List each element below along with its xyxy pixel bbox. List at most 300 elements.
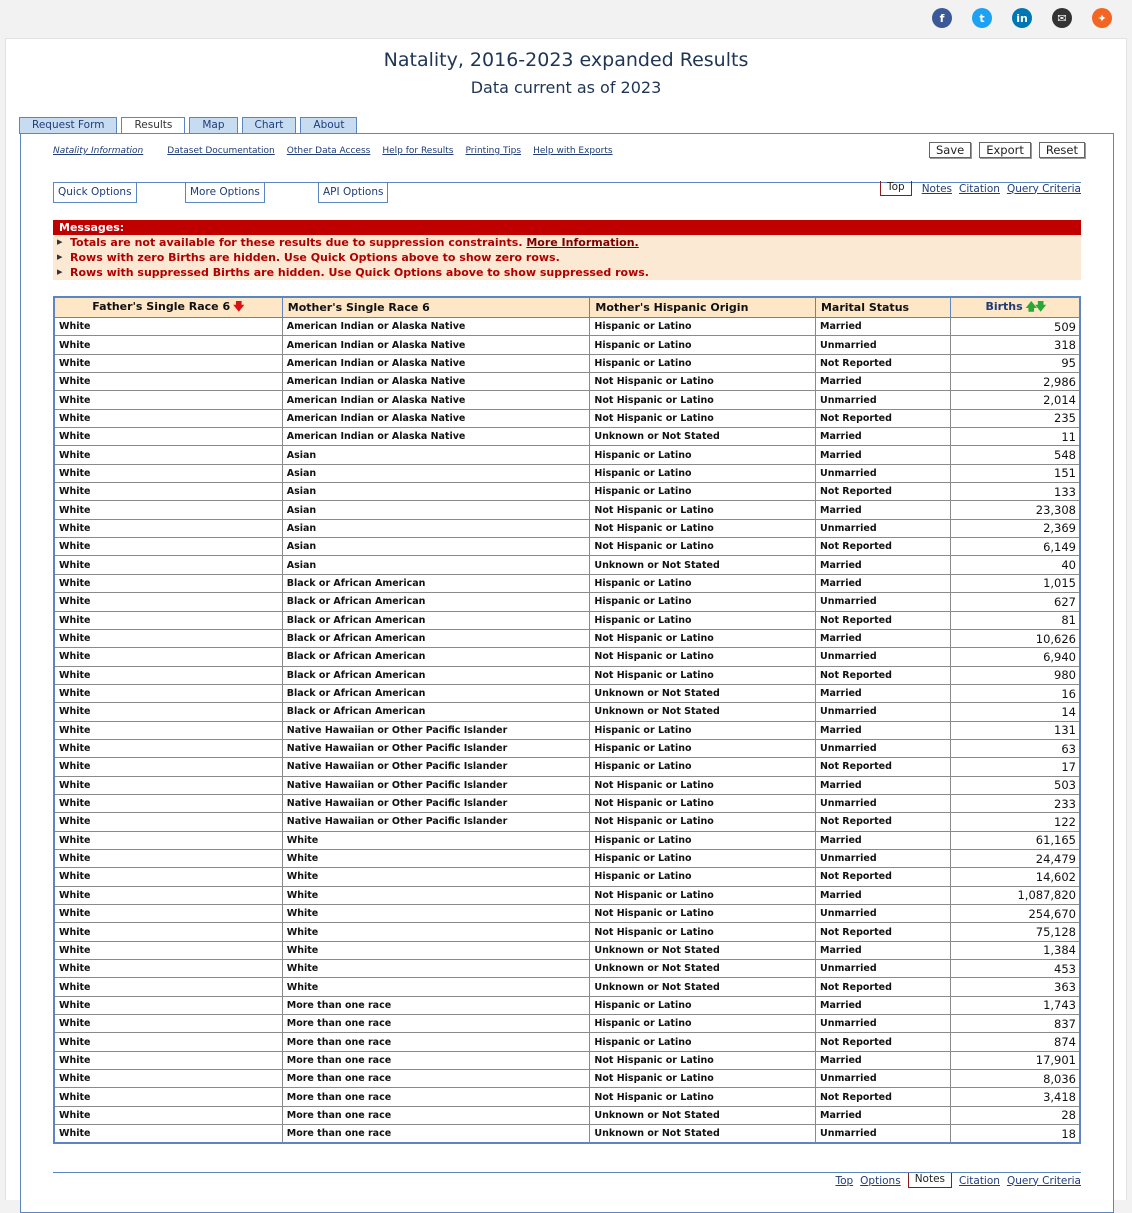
- mother-race-cell: More than one race: [282, 1015, 590, 1033]
- message-text: Totals are not available for these results due to suppression constraints.: [70, 236, 523, 249]
- mother-race-cell: Native Hawaiian or Other Pacific Islander: [282, 776, 590, 794]
- hispanic-origin-cell: Not Hispanic or Latino: [590, 538, 816, 556]
- births-cell: 627: [950, 593, 1080, 611]
- father-race-cell: White: [54, 849, 282, 867]
- table-row: [54, 574, 1080, 592]
- table-row: [54, 611, 1080, 629]
- father-race-cell: White: [54, 758, 282, 776]
- table-row: [54, 629, 1080, 647]
- hispanic-origin-cell: Not Hispanic or Latino: [590, 794, 816, 812]
- births-cell: 151: [950, 464, 1080, 482]
- table-row: [54, 519, 1080, 537]
- table-row: [54, 1106, 1080, 1124]
- marital-status-cell: Unmarried: [815, 593, 950, 611]
- births-cell: 16: [950, 684, 1080, 702]
- births-cell: 1,015: [950, 574, 1080, 592]
- table-row: [54, 794, 1080, 812]
- father-race-cell: White: [54, 574, 282, 592]
- tab-chart[interactable]: Chart: [242, 117, 297, 134]
- natality-information-link[interactable]: Natality Information: [53, 146, 144, 156]
- marital-status-cell: Married: [815, 684, 950, 702]
- help-with-exports-link[interactable]: Help with Exports: [533, 146, 613, 156]
- results-panel: [20, 133, 1114, 1213]
- father-race-cell: White: [54, 446, 282, 464]
- father-race-cell: White: [54, 941, 282, 959]
- mother-race-cell: Black or African American: [282, 703, 590, 721]
- bottom-query-criteria-link[interactable]: Query Criteria: [1006, 1174, 1081, 1187]
- hispanic-origin-cell: Hispanic or Latino: [590, 721, 816, 739]
- births-cell: 2,986: [950, 373, 1080, 391]
- mother-race-cell: American Indian or Alaska Native: [282, 318, 590, 336]
- hispanic-origin-cell: Hispanic or Latino: [590, 483, 816, 501]
- results-page: [5, 38, 1127, 1200]
- births-cell: 548: [950, 446, 1080, 464]
- births-cell: 11: [950, 428, 1080, 446]
- export-button[interactable]: Export: [979, 142, 1031, 158]
- table-row: [54, 1033, 1080, 1051]
- father-race-cell: White: [54, 831, 282, 849]
- mother-race-cell: Asian: [282, 538, 590, 556]
- bottom-options-link[interactable]: Options: [860, 1174, 901, 1187]
- births-cell: 40: [950, 556, 1080, 574]
- father-race-cell: White: [54, 519, 282, 537]
- marital-status-cell: Married: [815, 428, 950, 446]
- table-row: [54, 758, 1080, 776]
- table-row: [54, 960, 1080, 978]
- table-row: [54, 1015, 1080, 1033]
- mother-race-cell: Asian: [282, 446, 590, 464]
- mother-race-cell: White: [282, 960, 590, 978]
- table-row: [54, 849, 1080, 867]
- table-row: [54, 666, 1080, 684]
- table-row: [54, 684, 1080, 702]
- page-subtitle: Data current as of 2023: [470, 78, 662, 97]
- mother-race-cell: Native Hawaiian or Other Pacific Islander: [282, 758, 590, 776]
- marital-status-cell: Not Reported: [815, 538, 950, 556]
- help-links: [53, 146, 613, 156]
- father-race-cell: White: [54, 538, 282, 556]
- hispanic-origin-cell: Not Hispanic or Latino: [590, 501, 816, 519]
- mother-race-cell: White: [282, 886, 590, 904]
- births-cell: 363: [950, 978, 1080, 996]
- births-cell: 233: [950, 794, 1080, 812]
- births-cell: 18: [950, 1125, 1080, 1143]
- births-cell: 17,901: [950, 1051, 1080, 1069]
- table-row: [54, 721, 1080, 739]
- births-cell: 81: [950, 611, 1080, 629]
- father-race-cell: White: [54, 703, 282, 721]
- father-race-cell: White: [54, 648, 282, 666]
- tab-results[interactable]: Results: [121, 117, 185, 135]
- tab-about[interactable]: About: [300, 117, 357, 134]
- api-options-button[interactable]: API Options: [318, 183, 388, 203]
- hispanic-origin-cell: Unknown or Not Stated: [590, 1106, 816, 1124]
- table-row: [54, 336, 1080, 354]
- father-race-cell: White: [54, 593, 282, 611]
- table-row: [54, 354, 1080, 372]
- father-race-cell: White: [54, 409, 282, 427]
- births-cell: 23,308: [950, 501, 1080, 519]
- linkedin-icon[interactable]: in: [1012, 8, 1032, 28]
- father-race-cell: White: [54, 391, 282, 409]
- mother-race-cell: Black or African American: [282, 593, 590, 611]
- births-cell: 75,128: [950, 923, 1080, 941]
- save-button[interactable]: Save: [929, 142, 971, 158]
- table-row: [54, 831, 1080, 849]
- father-race-cell: White: [54, 923, 282, 941]
- mother-race-cell: White: [282, 923, 590, 941]
- father-race-cell: White: [54, 666, 282, 684]
- mother-race-cell: American Indian or Alaska Native: [282, 409, 590, 427]
- births-cell: 8,036: [950, 1070, 1080, 1088]
- column-header-label: Births: [985, 300, 1023, 313]
- marital-status-cell: Married: [815, 629, 950, 647]
- hispanic-origin-cell: Hispanic or Latino: [590, 739, 816, 757]
- father-race-cell: White: [54, 886, 282, 904]
- marital-status-cell: Not Reported: [815, 923, 950, 941]
- mother-race-cell: Native Hawaiian or Other Pacific Islander: [282, 739, 590, 757]
- mother-race-cell: Black or African American: [282, 666, 590, 684]
- messages-box: [53, 220, 1081, 280]
- help-for-results-link[interactable]: Help for Results: [382, 146, 454, 156]
- hispanic-origin-cell: Not Hispanic or Latino: [590, 923, 816, 941]
- father-race-cell: White: [54, 1070, 282, 1088]
- births-cell: 2,014: [950, 391, 1080, 409]
- column-header-label: Mother's Hispanic Origin: [595, 301, 749, 314]
- father-race-cell: White: [54, 1088, 282, 1106]
- query-criteria-link[interactable]: Query Criteria: [1006, 182, 1081, 195]
- marital-status-cell: Married: [815, 941, 950, 959]
- hispanic-origin-cell: Unknown or Not Stated: [590, 978, 816, 996]
- table-row: [54, 886, 1080, 904]
- mother-race-cell: White: [282, 905, 590, 923]
- father-race-cell: White: [54, 464, 282, 482]
- column-header-marital-status[interactable]: [815, 297, 950, 318]
- citation-link[interactable]: Citation: [959, 182, 1000, 195]
- hispanic-origin-cell: Hispanic or Latino: [590, 354, 816, 372]
- father-race-cell: White: [54, 813, 282, 831]
- marital-status-cell: Unmarried: [815, 739, 950, 757]
- marital-status-cell: Not Reported: [815, 483, 950, 501]
- births-cell: 6,149: [950, 538, 1080, 556]
- table-row: [54, 978, 1080, 996]
- column-header-label: Father's Single Race 6: [92, 300, 231, 313]
- mother-race-cell: White: [282, 831, 590, 849]
- mother-race-cell: White: [282, 941, 590, 959]
- column-header-label: Mother's Single Race 6: [287, 301, 430, 314]
- marital-status-cell: Married: [815, 1051, 950, 1069]
- births-cell: 254,670: [950, 905, 1080, 923]
- mother-race-cell: Asian: [282, 519, 590, 537]
- father-race-cell: White: [54, 428, 282, 446]
- dataset-documentation-link[interactable]: Dataset Documentation: [167, 146, 275, 156]
- hispanic-origin-cell: Not Hispanic or Latino: [590, 886, 816, 904]
- hispanic-origin-cell: Unknown or Not Stated: [590, 556, 816, 574]
- reset-button[interactable]: Reset: [1039, 142, 1085, 158]
- marital-status-cell: Not Reported: [815, 1088, 950, 1106]
- hispanic-origin-cell: Not Hispanic or Latino: [590, 1051, 816, 1069]
- births-cell: 837: [950, 1015, 1080, 1033]
- table-row: [54, 556, 1080, 574]
- table-row: [54, 813, 1080, 831]
- mother-race-cell: Black or African American: [282, 629, 590, 647]
- mother-race-cell: More than one race: [282, 1125, 590, 1143]
- births-cell: 3,418: [950, 1088, 1080, 1106]
- table-row: [54, 501, 1080, 519]
- mother-race-cell: Native Hawaiian or Other Pacific Islander: [282, 794, 590, 812]
- births-cell: 14: [950, 703, 1080, 721]
- hispanic-origin-cell: Not Hispanic or Latino: [590, 905, 816, 923]
- marital-status-cell: Unmarried: [815, 1015, 950, 1033]
- printing-tips-link[interactable]: Printing Tips: [465, 146, 522, 156]
- hispanic-origin-cell: Hispanic or Latino: [590, 593, 816, 611]
- father-race-cell: White: [54, 1033, 282, 1051]
- mother-race-cell: American Indian or Alaska Native: [282, 391, 590, 409]
- father-race-cell: White: [54, 318, 282, 336]
- births-cell: 6,940: [950, 648, 1080, 666]
- hispanic-origin-cell: Hispanic or Latino: [590, 1015, 816, 1033]
- father-race-cell: White: [54, 905, 282, 923]
- marital-status-cell: Not Reported: [815, 868, 950, 886]
- mother-race-cell: White: [282, 849, 590, 867]
- marital-status-cell: Not Reported: [815, 611, 950, 629]
- mother-race-cell: Black or African American: [282, 611, 590, 629]
- options-bar: [53, 182, 1081, 203]
- hispanic-origin-cell: Not Hispanic or Latino: [590, 519, 816, 537]
- marital-status-cell: Not Reported: [815, 758, 950, 776]
- column-header-mother-race[interactable]: [282, 297, 590, 318]
- father-race-cell: White: [54, 721, 282, 739]
- hispanic-origin-cell: Not Hispanic or Latino: [590, 629, 816, 647]
- mother-race-cell: Asian: [282, 556, 590, 574]
- table-row: [54, 593, 1080, 611]
- marital-status-cell: Not Reported: [815, 354, 950, 372]
- marital-status-cell: Not Reported: [815, 1033, 950, 1051]
- bottom-citation-link[interactable]: Citation: [959, 1174, 1000, 1187]
- other-data-access-link[interactable]: Other Data Access: [286, 146, 371, 156]
- hispanic-origin-cell: Unknown or Not Stated: [590, 941, 816, 959]
- father-race-cell: White: [54, 739, 282, 757]
- marital-status-cell: Unmarried: [815, 391, 950, 409]
- mother-race-cell: American Indian or Alaska Native: [282, 373, 590, 391]
- section-nav: [880, 181, 1081, 196]
- hispanic-origin-cell: Unknown or Not Stated: [590, 703, 816, 721]
- father-race-cell: White: [54, 684, 282, 702]
- father-race-cell: White: [54, 794, 282, 812]
- births-cell: 235: [950, 409, 1080, 427]
- hispanic-origin-cell: Unknown or Not Stated: [590, 684, 816, 702]
- mother-race-cell: More than one race: [282, 1088, 590, 1106]
- hispanic-origin-cell: Not Hispanic or Latino: [590, 391, 816, 409]
- mother-race-cell: Asian: [282, 501, 590, 519]
- hispanic-origin-cell: Hispanic or Latino: [590, 336, 816, 354]
- hispanic-origin-cell: Hispanic or Latino: [590, 464, 816, 482]
- father-race-cell: White: [54, 978, 282, 996]
- syndication-icon[interactable]: ✦: [1092, 8, 1112, 28]
- sort-toggle-icon[interactable]: 🡅🡇: [1025, 300, 1045, 313]
- births-cell: 1,743: [950, 996, 1080, 1014]
- hispanic-origin-cell: Not Hispanic or Latino: [590, 648, 816, 666]
- father-race-cell: White: [54, 629, 282, 647]
- hispanic-origin-cell: Unknown or Not Stated: [590, 960, 816, 978]
- marital-status-cell: Unmarried: [815, 336, 950, 354]
- mother-race-cell: Black or African American: [282, 574, 590, 592]
- message-text: Rows with suppressed Births are hidden. Use Quick Options above to show suppressed rows.: [70, 266, 649, 279]
- marital-status-cell: Not Reported: [815, 813, 950, 831]
- table-header-row: [54, 297, 1080, 318]
- table-row: [54, 409, 1080, 427]
- marital-status-cell: Unmarried: [815, 464, 950, 482]
- top-link[interactable]: Top: [880, 181, 912, 196]
- message-zero-rows: [53, 250, 1081, 265]
- births-cell: 28: [950, 1106, 1080, 1124]
- bottom-nav: [835, 1173, 1081, 1188]
- marital-status-cell: Not Reported: [815, 409, 950, 427]
- births-cell: 24,479: [950, 849, 1080, 867]
- father-race-cell: White: [54, 483, 282, 501]
- notes-link[interactable]: Notes: [921, 182, 953, 195]
- births-cell: 14,602: [950, 868, 1080, 886]
- father-race-cell: White: [54, 960, 282, 978]
- hispanic-origin-cell: Not Hispanic or Latino: [590, 776, 816, 794]
- marital-status-cell: Married: [815, 721, 950, 739]
- births-cell: 1,087,820: [950, 886, 1080, 904]
- marital-status-cell: Unmarried: [815, 1125, 950, 1143]
- table-row: [54, 1125, 1080, 1143]
- father-race-cell: White: [54, 1015, 282, 1033]
- hispanic-origin-cell: Hispanic or Latino: [590, 831, 816, 849]
- births-cell: 318: [950, 336, 1080, 354]
- table-row: [54, 739, 1080, 757]
- births-cell: 95: [950, 354, 1080, 372]
- births-cell: 874: [950, 1033, 1080, 1051]
- social-share-bar: [932, 8, 1112, 28]
- table-row: [54, 483, 1080, 501]
- table-body: [54, 318, 1080, 1143]
- quick-options-button[interactable]: Quick Options: [53, 183, 137, 203]
- bottom-top-link[interactable]: Top: [835, 1174, 854, 1187]
- messages-heading: Messages:: [53, 220, 1081, 235]
- table-row: [54, 1051, 1080, 1069]
- bottom-notes-link[interactable]: Notes: [908, 1173, 952, 1188]
- hispanic-origin-cell: Hispanic or Latino: [590, 996, 816, 1014]
- mother-race-cell: Native Hawaiian or Other Pacific Islander: [282, 813, 590, 831]
- table-row: [54, 464, 1080, 482]
- father-race-cell: White: [54, 1106, 282, 1124]
- hispanic-origin-cell: Hispanic or Latino: [590, 574, 816, 592]
- facebook-icon[interactable]: f: [932, 8, 952, 28]
- more-options-button[interactable]: More Options: [185, 183, 265, 203]
- births-cell: 980: [950, 666, 1080, 684]
- table-row: [54, 391, 1080, 409]
- sort-descending-icon[interactable]: 🡇: [233, 300, 245, 313]
- table-row: [54, 996, 1080, 1014]
- hispanic-origin-cell: Not Hispanic or Latino: [590, 813, 816, 831]
- births-cell: 503: [950, 776, 1080, 794]
- hispanic-origin-cell: Unknown or Not Stated: [590, 428, 816, 446]
- action-buttons: [929, 142, 1085, 158]
- table-row: [54, 428, 1080, 446]
- births-cell: 63: [950, 739, 1080, 757]
- page-title: Natality, 2016-2023 expanded Results: [383, 49, 749, 71]
- births-cell: 61,165: [950, 831, 1080, 849]
- marital-status-cell: Married: [815, 556, 950, 574]
- marital-status-cell: Unmarried: [815, 703, 950, 721]
- table-row: [54, 318, 1080, 336]
- hispanic-origin-cell: Hispanic or Latino: [590, 1033, 816, 1051]
- table-row: [54, 703, 1080, 721]
- mother-race-cell: American Indian or Alaska Native: [282, 336, 590, 354]
- mother-race-cell: Asian: [282, 464, 590, 482]
- table-row: [54, 446, 1080, 464]
- births-cell: 1,384: [950, 941, 1080, 959]
- marital-status-cell: Married: [815, 886, 950, 904]
- marital-status-cell: Unmarried: [815, 905, 950, 923]
- father-race-cell: White: [54, 1051, 282, 1069]
- table-row: [54, 941, 1080, 959]
- table-row: [54, 905, 1080, 923]
- table-row: [54, 1070, 1080, 1088]
- email-icon[interactable]: ✉: [1052, 8, 1072, 28]
- column-header-births[interactable]: [950, 297, 1080, 318]
- tab-request-form[interactable]: Request Form: [19, 117, 117, 134]
- father-race-cell: White: [54, 611, 282, 629]
- mother-race-cell: More than one race: [282, 1051, 590, 1069]
- column-header-label: Marital Status: [820, 301, 910, 314]
- marital-status-cell: Unmarried: [815, 519, 950, 537]
- table-row: [54, 923, 1080, 941]
- mother-race-cell: American Indian or Alaska Native: [282, 428, 590, 446]
- table-row: [54, 1088, 1080, 1106]
- bottom-nav-bar: [53, 1172, 1081, 1192]
- tab-map[interactable]: Map: [189, 117, 237, 134]
- mother-race-cell: More than one race: [282, 1106, 590, 1124]
- marital-status-cell: Married: [815, 373, 950, 391]
- father-race-cell: White: [54, 501, 282, 519]
- marital-status-cell: Unmarried: [815, 849, 950, 867]
- twitter-icon[interactable]: t: [972, 8, 992, 28]
- mother-race-cell: More than one race: [282, 1033, 590, 1051]
- table-row: [54, 776, 1080, 794]
- table-row: [54, 538, 1080, 556]
- hispanic-origin-cell: Hispanic or Latino: [590, 758, 816, 776]
- marital-status-cell: Married: [815, 446, 950, 464]
- mother-race-cell: Native Hawaiian or Other Pacific Islander: [282, 721, 590, 739]
- results-table: [53, 296, 1081, 1144]
- father-race-cell: White: [54, 556, 282, 574]
- more-information-link[interactable]: More Information.: [526, 236, 639, 249]
- marital-status-cell: Married: [815, 831, 950, 849]
- father-race-cell: White: [54, 776, 282, 794]
- column-header-father-race[interactable]: [54, 297, 282, 318]
- mother-race-cell: White: [282, 868, 590, 886]
- mother-race-cell: Asian: [282, 483, 590, 501]
- hispanic-origin-cell: Hispanic or Latino: [590, 849, 816, 867]
- births-cell: 10,626: [950, 629, 1080, 647]
- marital-status-cell: Married: [815, 996, 950, 1014]
- hispanic-origin-cell: Hispanic or Latino: [590, 318, 816, 336]
- mother-race-cell: American Indian or Alaska Native: [282, 354, 590, 372]
- marital-status-cell: Unmarried: [815, 960, 950, 978]
- hispanic-origin-cell: Not Hispanic or Latino: [590, 666, 816, 684]
- marital-status-cell: Married: [815, 574, 950, 592]
- marital-status-cell: Not Reported: [815, 978, 950, 996]
- father-race-cell: White: [54, 1125, 282, 1143]
- table-row: [54, 868, 1080, 886]
- column-header-hispanic-origin[interactable]: [590, 297, 816, 318]
- father-race-cell: White: [54, 868, 282, 886]
- marital-status-cell: Unmarried: [815, 794, 950, 812]
